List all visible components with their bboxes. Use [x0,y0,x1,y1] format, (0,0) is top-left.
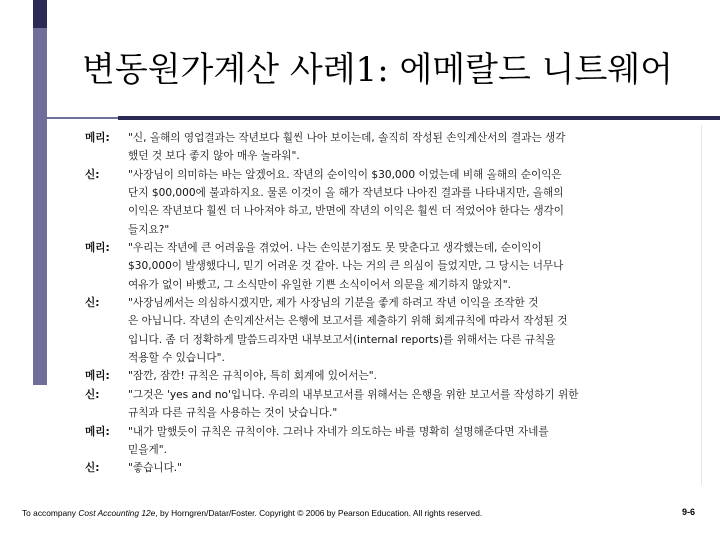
dialog-line [85,404,697,422]
dialog-line [85,276,697,294]
dialog-line [85,386,697,404]
dialog-speaker [85,331,128,349]
dialog-line [85,331,697,349]
dialog-text-line: "사장님께서는 의심하시겠지만, 제가 사장님의 기분을 좋게 하려고 작년 이익을 조작한 것 [128,297,539,310]
dialog-text-line: 했던 것 보다 좋지 않아 매우 놀라워". [128,150,300,163]
dialog-text [85,129,697,478]
dialog-speaker [85,221,128,239]
dialog-text-line: 적용할 수 있습니다". [128,352,225,365]
dialog-line [85,459,697,477]
dialog-speaker: 메리: [85,425,110,438]
dialog-text-line: 단지 $00,000에 불과하지요. 물론 이것이 올 해가 작년보다 나아진 결과를 나타내지만, 올해의 [128,187,564,200]
dialog-line [85,441,697,459]
dialog-text-line: "우리는 작년에 큰 어려움을 겪었어. 나는 손익분기점도 못 맞춘다고 생각했는데, 순이익이 [128,242,542,255]
dialog-speaker: 신: [85,297,100,310]
dialog-speaker: 신: [85,168,100,181]
dialog-speaker [85,276,128,294]
dialog-text-line: "사장님이 의미하는 바는 알겠어요. 작년의 순이익이 $30,000 이었는데 비해 올해의 순이익은 [128,168,562,181]
footer-book-title: Cost Accounting 12e [78,508,156,518]
title-rule-light [47,117,119,119]
dialog-speaker [85,349,128,367]
dialog-text-line: 믿을게". [128,443,167,456]
dialog-line [85,129,697,147]
left-accent-bar [33,0,47,385]
dialog-text-line: "신, 올해의 영업결과는 작년보다 훨씬 나아 보이는데, 솔직히 작성된 손익계산서의 결과는 생각 [128,132,566,144]
dialog-line [85,367,697,385]
dialog-line [85,202,697,220]
dialog-text-line: $30,000이 발생했다니, 믿기 어려운 것 같아. 나는 거의 큰 의심이 들었지만, 그 당시는 너무나 [128,260,564,273]
dialog-line [85,294,697,312]
dialog-speaker [85,184,128,202]
dialog-speaker: 메리: [85,370,110,383]
dialog-line [85,184,697,202]
dialog-line [85,147,697,165]
dialog-text-line: 은 아닙니다. 작년의 손익계산서는 은행에 보고서를 제출하기 위해 회계규칙에 따라서 작성된 것 [128,315,568,328]
dialog-line [85,239,697,257]
dialog-text-line: 들지요?" [128,223,170,236]
footer-citation [22,508,612,518]
footer-prefix: To accompany [22,508,79,518]
dialog-text-line: 입니다. 좀 더 정확하게 말씀드리자면 내부보고서(internal reports)를 위해서는 다른 규칙을 [128,333,556,346]
dialog-speaker: 메리: [85,242,110,255]
dialog-speaker: 메리: [85,132,110,144]
dialog-text-line: "잠깐, 잠깐! 규칙은 규칙이야, 특히 회계에 있어서는". [128,370,377,383]
slide-title: 변동원가계산 사례1: 에메랄드 니트웨어 [82,50,674,90]
dialog-speaker: 신: [85,388,100,401]
dialog-line [85,257,697,275]
dialog-speaker [85,202,128,220]
scanned-dialog-image [77,125,702,485]
dialog-line [85,312,697,330]
page-number: 9-6 [682,507,696,517]
dialog-speaker [85,312,128,330]
footer-suffix: , by Horngren/Datar/Foster. Copyright © 2006 by Pearson Education. All rights reserved. [155,508,483,518]
dialog-text-line: 이익은 작년보다 훨씬 더 나아져야 하고, 반면에 작년의 이익은 훨씬 더 적었어야 한다는 생각이 [128,205,565,218]
dialog-text-line: "좋습니다." [128,462,183,475]
dialog-speaker [85,147,128,165]
dialog-line [85,166,697,184]
dialog-text-line: 여유가 없이 바빴고, 그 소식만이 유일한 기쁜 소식이어서 의문을 제기하지 않았지". [128,278,511,291]
dialog-line [85,423,697,441]
dialog-line [85,221,697,239]
dialog-line [85,349,697,367]
dialog-text-line: 규칙과 다른 규칙을 사용하는 것이 낫습니다." [128,407,338,420]
dialog-text-line: "그것은 'yes and no'입니다. 우리의 내부보고서를 위해서는 은행을 위한 보고서를 작성하기 위한 [128,388,579,401]
dialog-speaker [85,404,128,422]
dialog-speaker [85,257,128,275]
dialog-text-line: "내가 말했듯이 규칙은 규칙이야. 그러나 자네가 의도하는 바를 명확히 설명해준다면 자네를 [128,425,549,438]
dialog-speaker: 신: [85,462,100,475]
left-accent-bar-top [33,0,47,28]
dialog-speaker [85,441,128,459]
title-rule [118,116,720,120]
